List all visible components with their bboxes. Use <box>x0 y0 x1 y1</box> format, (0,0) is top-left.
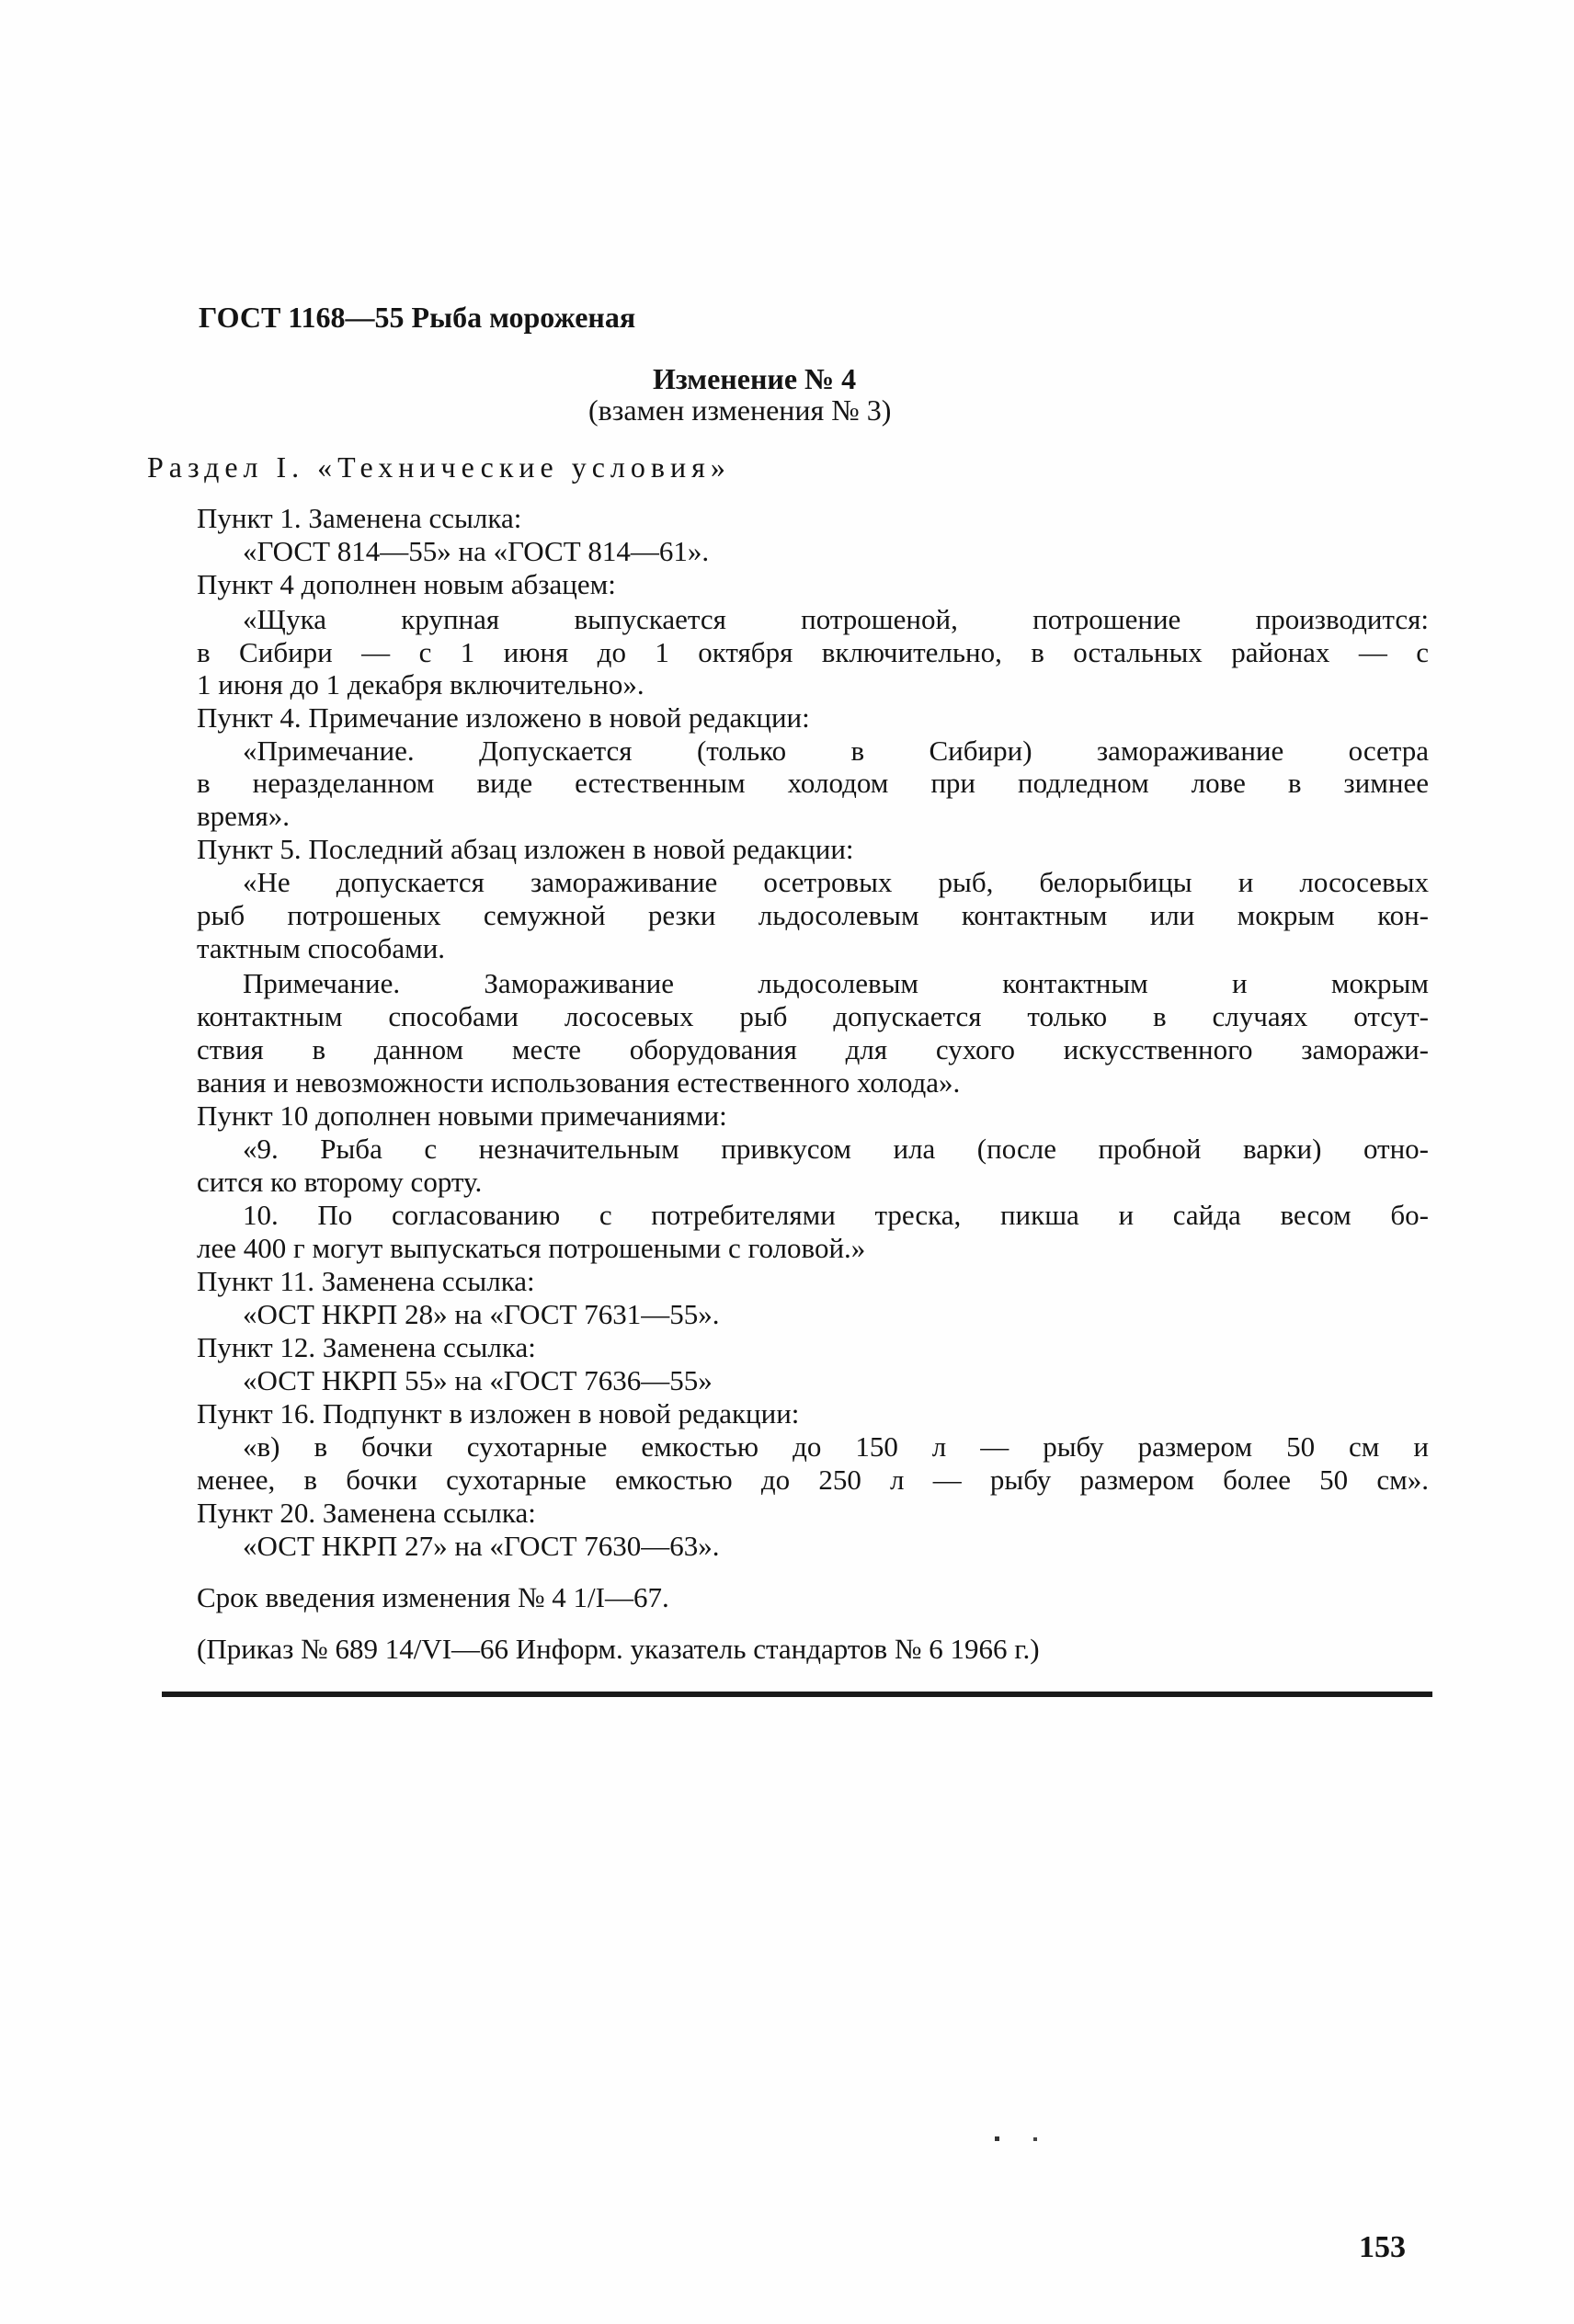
amendment-title: Изменение № 4 <box>653 362 857 395</box>
body-line: в Сибири — с 1 июня до 1 октября включительно, в остальных районах — с <box>197 636 1429 668</box>
bottom-rule <box>162 1692 1432 1697</box>
section-prefix: Раздел I. <box>147 450 305 484</box>
body-line: вания и невозможности использования естественного холода». <box>197 1066 961 1099</box>
body-line: Пункт 5. Последний абзац изложен в новой редакции: <box>197 833 854 865</box>
order-reference: (Приказ № 689 14/VI—66 Информ. указатель стандартов № 6 1966 г.) <box>197 1633 1040 1665</box>
body-line: Пункт 11. Заменена ссылка: <box>197 1265 535 1297</box>
body-line: Пункт 16. Подпункт в изложен в новой редакции: <box>197 1397 800 1430</box>
body-line: в неразделанном виде естественным холодом при подледном лове в зимнее <box>197 767 1429 799</box>
effective-date: Срок введения изменения № 4 1/I—67. <box>197 1581 669 1613</box>
body-line: Пункт 1. Заменена ссылка: <box>197 502 522 534</box>
standard-title: ГОСТ 1168—55 Рыба мороженая <box>199 301 636 334</box>
amendment-subtitle: (взамен изменения № 3) <box>588 393 892 427</box>
body-line: «Примечание. Допускается (только в Сибири) замораживание осетра <box>243 735 1429 767</box>
body-line: Пункт 4. Примечание изложено в новой редакции: <box>197 701 810 734</box>
body-line: Пункт 4 дополнен новым абзацем: <box>197 568 616 600</box>
body-line: «в) в бочки сухотарные емкостью до 150 л — рыбу размером 50 см и <box>243 1430 1429 1463</box>
body-line: менее, в бочки сухотарные емкостью до 250 л — рыбу размером более 50 см». <box>197 1464 1429 1496</box>
body-line: «9. Рыба с незначительным привкусом ила (после пробной варки) отно- <box>243 1133 1429 1165</box>
body-line: контактным способами лососевых рыб допускается только в случаях отсут- <box>197 1000 1429 1032</box>
scan-speck <box>1033 2137 1037 2141</box>
body-line: Примечание. Замораживание льдосолевым контактным и мокрым <box>243 967 1429 999</box>
body-line: ствия в данном месте оборудования для сухого искусственного заморажи- <box>197 1033 1429 1065</box>
body-line: сится ко второму сорту. <box>197 1166 483 1198</box>
body-line: лее 400 г могут выпускаться потрошеными с головой.» <box>197 1232 866 1264</box>
body-line: «Не допускается замораживание осетровых рыб, белорыбицы и лососевых <box>243 866 1429 898</box>
section-heading <box>147 450 731 484</box>
body-line: 1 июня до 1 декабря включительно». <box>197 668 644 701</box>
body-line: «ГОСТ 814—55» на «ГОСТ 814—61». <box>243 535 710 567</box>
section-name: «Технические условия» <box>317 450 731 484</box>
body-line: Пункт 12. Заменена ссылка: <box>197 1331 536 1363</box>
body-line: «ОСТ НКРП 27» на «ГОСТ 7630—63». <box>243 1530 720 1562</box>
body-line: Пункт 10 дополнен новыми примечаниями: <box>197 1099 727 1132</box>
body-line: «Щука крупная выпускается потрошеной, потрошение производится: <box>243 603 1429 635</box>
scan-speck <box>995 2136 999 2141</box>
body-line: тактным способами. <box>197 932 446 964</box>
body-line: Пункт 20. Заменена ссылка: <box>197 1497 536 1529</box>
body-line: «ОСТ НКРП 28» на «ГОСТ 7631—55». <box>243 1298 720 1330</box>
body-line: 10. По согласованию с потребителями треска, пикша и сайда весом бо- <box>243 1199 1429 1231</box>
body-line: рыб потрошеных семужной резки льдосолевым контактным или мокрым кон- <box>197 899 1429 931</box>
body-line: «ОСТ НКРП 55» на «ГОСТ 7636—55» <box>243 1364 713 1396</box>
body-line: время». <box>197 800 291 832</box>
page-number: 153 <box>1359 2230 1406 2264</box>
